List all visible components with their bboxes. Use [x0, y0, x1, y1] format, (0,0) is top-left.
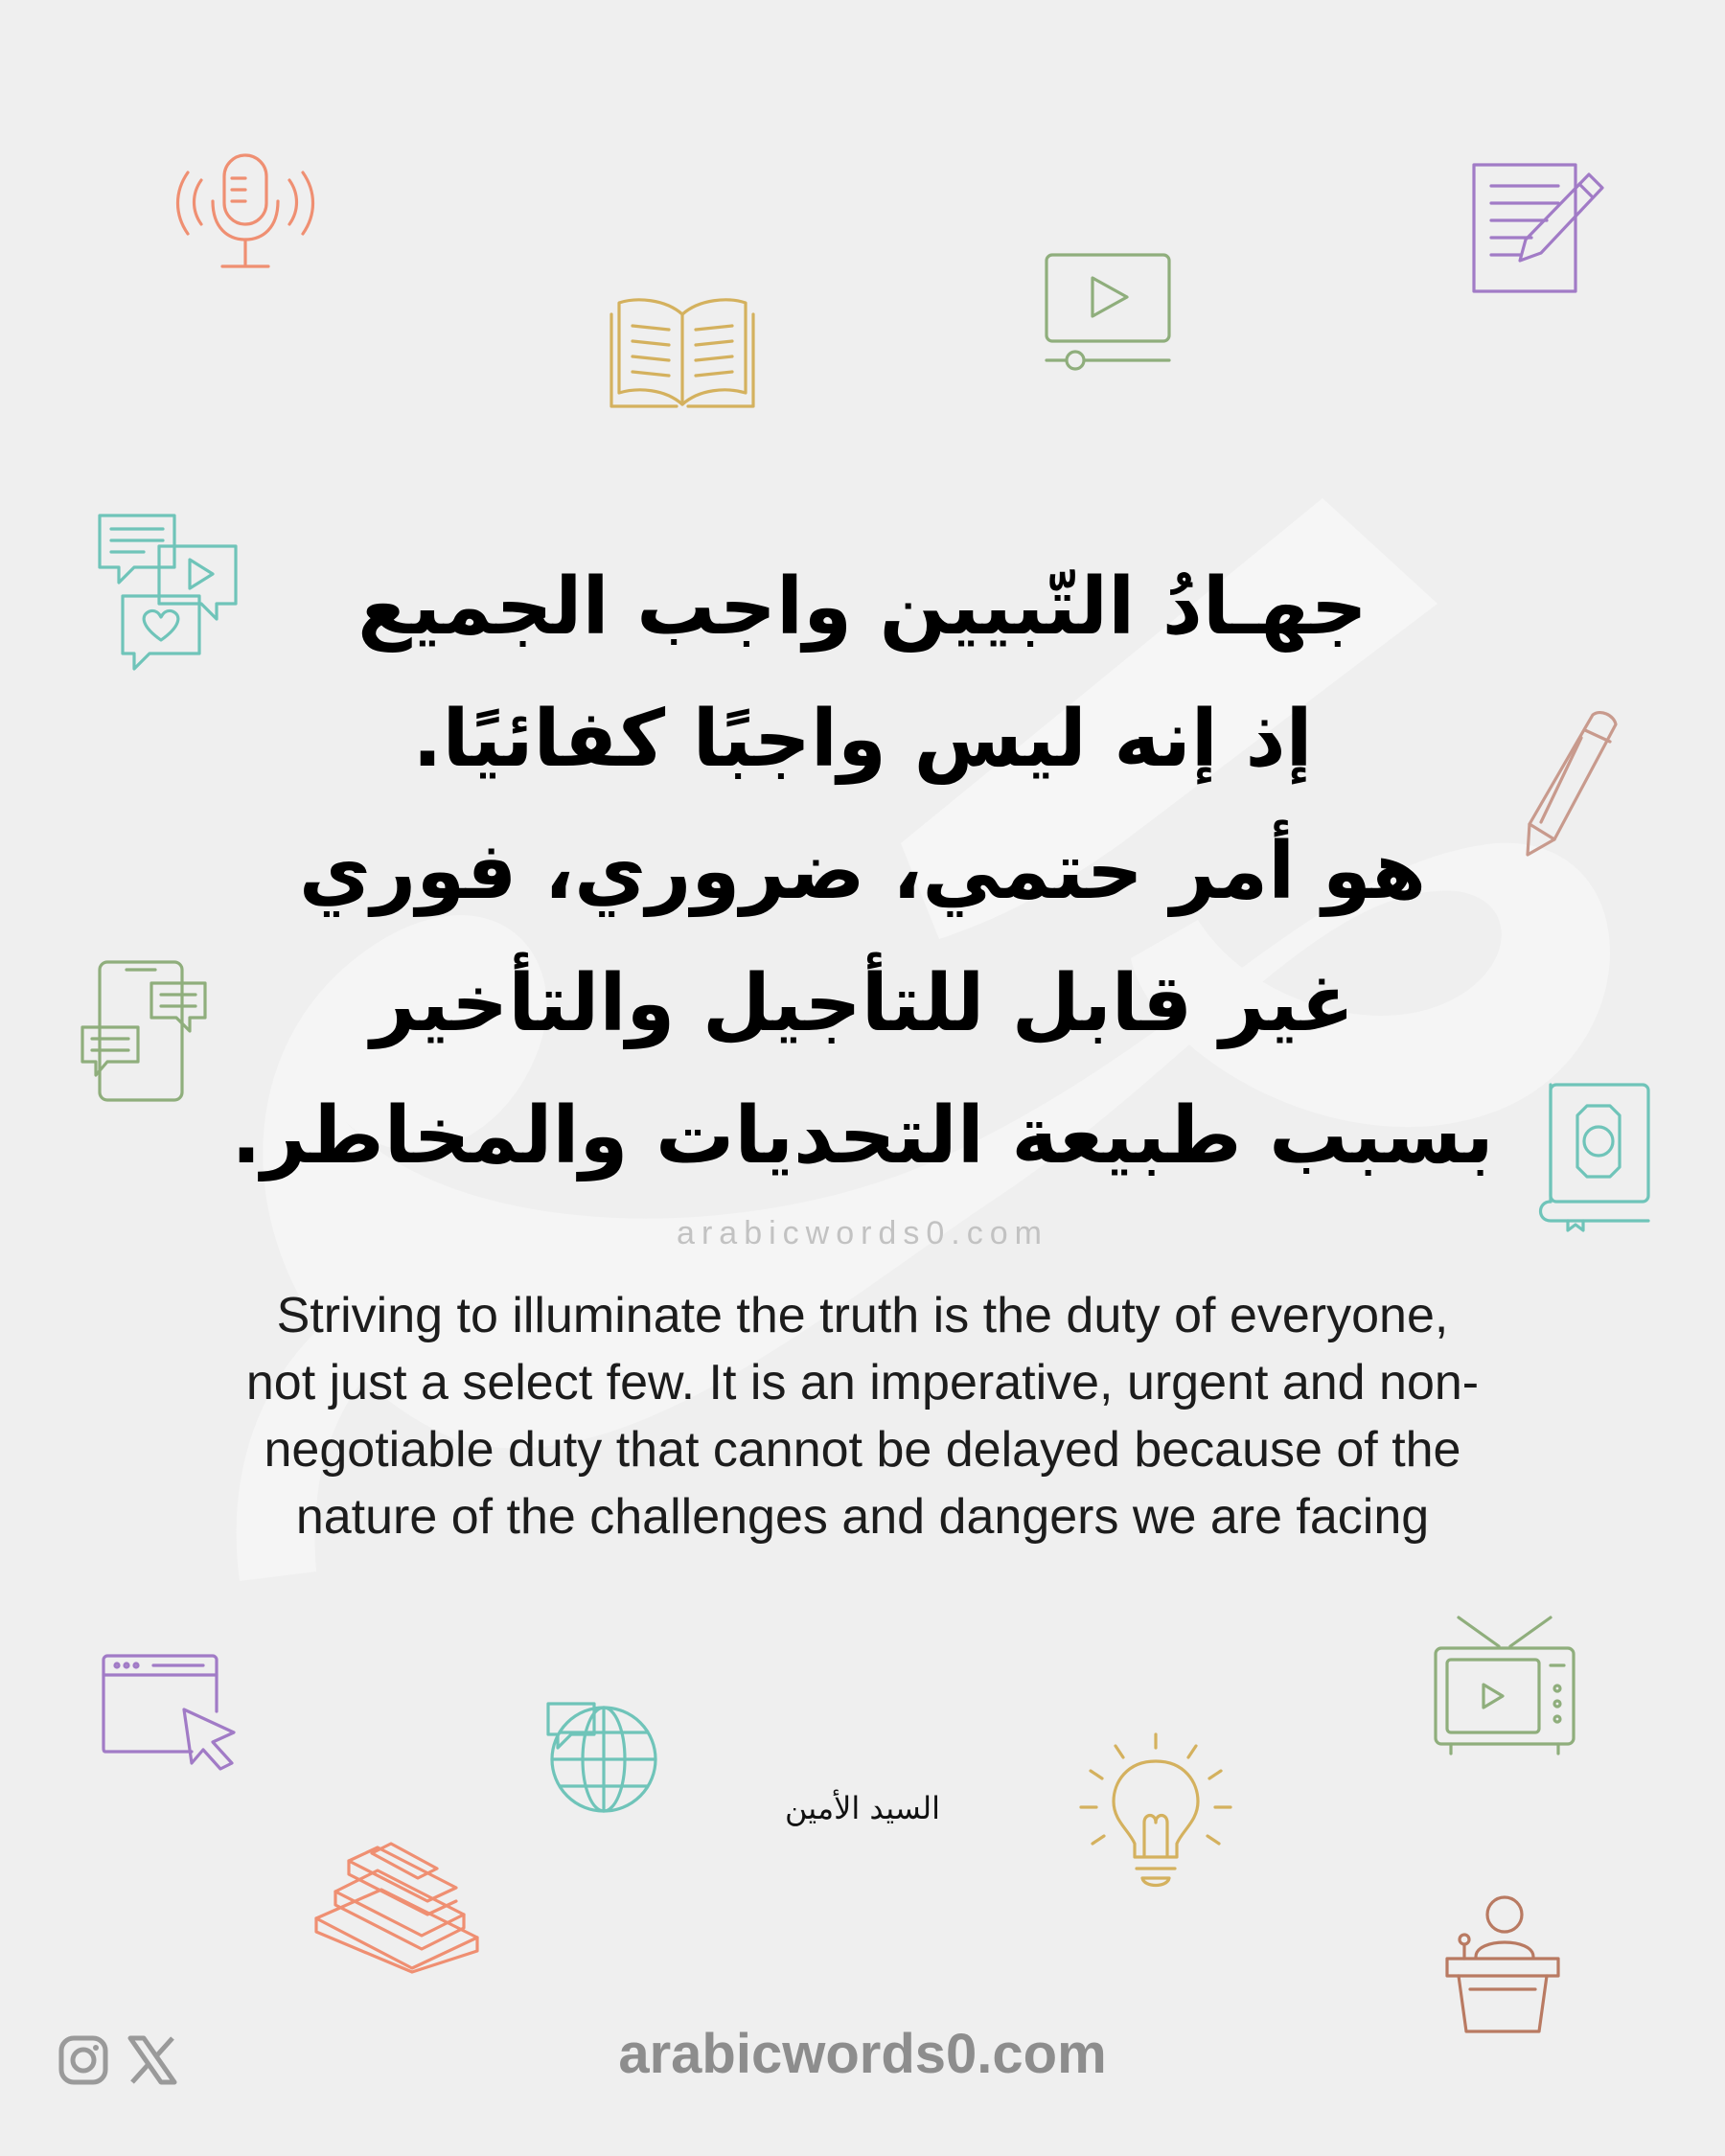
english-line: Striving to illuminate the truth is the duty of everyone,	[276, 1288, 1449, 1343]
arabic-line: هو أمر حتمي، ضروري، فوري	[298, 826, 1427, 917]
globe-chat-icon	[546, 1702, 659, 1815]
microphone-icon	[174, 151, 316, 274]
pencil-icon	[1522, 709, 1622, 859]
english-translation	[144, 1282, 1581, 1550]
lightbulb-icon	[1077, 1731, 1234, 1893]
arabic-line: غير قابل للتأجيل والتأخير	[370, 958, 1355, 1049]
arabic-line: بسبب طبيعة التحديات والمخاطر.	[231, 1090, 1494, 1181]
document-pencil-icon	[1470, 161, 1606, 295]
holy-book-icon	[1533, 1081, 1652, 1227]
video-player-icon	[1043, 251, 1173, 370]
english-line: not just a select few. It is an imperative, urgent and non-	[245, 1355, 1480, 1411]
open-book-icon	[608, 293, 757, 412]
browser-cursor-icon	[100, 1652, 238, 1771]
television-icon	[1432, 1614, 1577, 1759]
watermark: arabicwords0.com	[677, 1215, 1048, 1251]
speaker-podium-icon	[1443, 1893, 1562, 2035]
arabic-line: جهـادُ التّبيين واجب الجميع	[357, 562, 1368, 653]
author-name: السيد الأمين	[784, 1790, 941, 1826]
arabic-quote	[220, 541, 1505, 1203]
mobile-chat-icon	[79, 958, 209, 1104]
footer-site-link[interactable]: arabicwords0.com	[618, 2023, 1107, 2085]
english-line: negotiable duty that cannot be delayed because of the	[264, 1422, 1461, 1478]
arabic-line: إذ إنه ليس واجبًا كفائيًا.	[412, 694, 1313, 785]
english-line: nature of the challenges and dangers we are facing	[295, 1489, 1430, 1545]
chat-bubbles-icon	[96, 512, 240, 671]
books-stack-icon	[312, 1832, 481, 1972]
